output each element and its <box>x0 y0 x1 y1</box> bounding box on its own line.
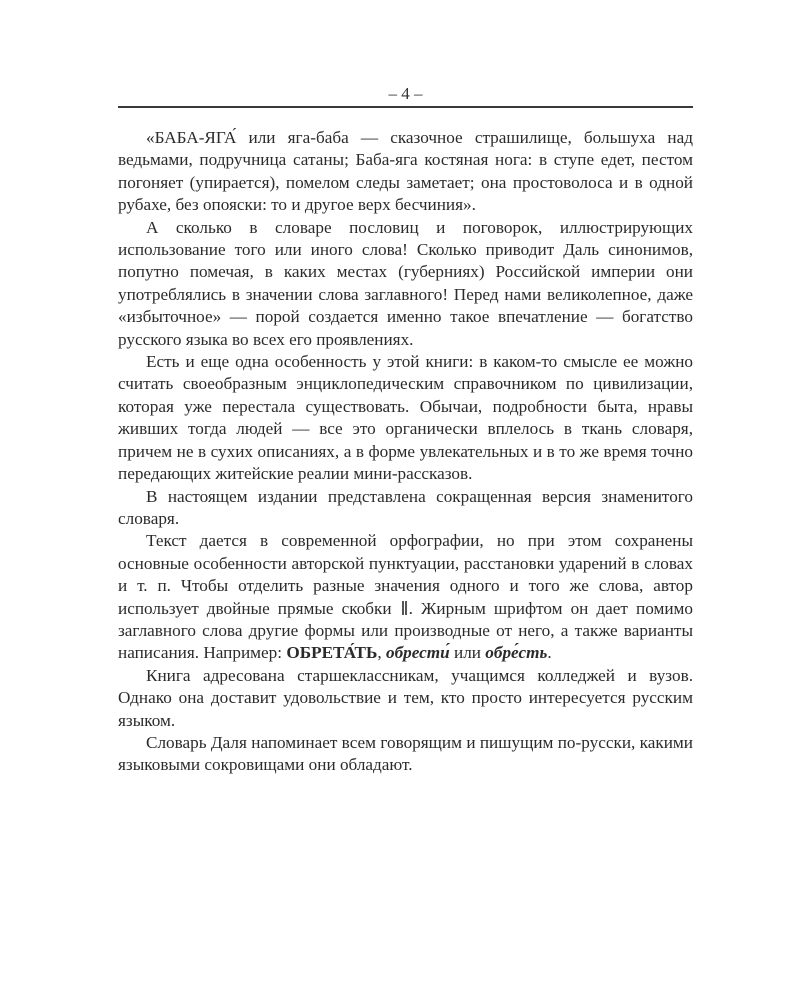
example-period: . <box>547 643 552 663</box>
paragraph-audience: Книга адресована старшеклассникам, учащимся колледжей и вузов. Однако она доставит удовольствие и тем, кто просто интересуется русским языком. <box>118 665 693 730</box>
paragraph-edition: В настоящем издании представлена сокращенная версия знаменитого словаря. <box>118 486 693 528</box>
paragraph-baba-yaga-quote: «БАБА-ЯГА́ или яга-баба — сказочное страшилище, большуха над ведьмами, подручница сатаны; Баба-яга костяная нога: в ступе едет, пестом погоняет (упирается), помелом следы заметает; она простоволоса и в одной рубахе, без опояски: то и другое верх бесчиния». <box>118 128 693 215</box>
example-form-1: обрести́ <box>385 643 450 663</box>
paragraph-proverbs: А сколько в словаре пословиц и поговорок, иллюстрирующих использование того или иного слова! Сколько приводит Даль синонимов, попутно помечая, в каких местах (губерниях) Российской империи они употреблялись в значении слова заглавного! Перед нами великолепное, даже «избыточное» — порой создается именно такое впечатление — богатство русского языка во всех его проявлениях. <box>118 217 693 349</box>
header-rule <box>118 106 693 108</box>
paragraph-closing: Словарь Даля напоминает всем говорящим и пишущим по-русски, какими языковыми сокровищами они обладают. <box>118 732 693 775</box>
orthography-text-2: . Жирным шрифтом он дает помимо заглавного слова другие формы или производные от него, а также варианты написания. Например: <box>118 598 694 663</box>
body-text <box>118 127 693 777</box>
page-number: – 4 – <box>388 84 423 103</box>
paragraph-encyclopedic: Есть и еще одна особенность у этой книги: в каком-то смысле ее можно считать своеобразным энциклопедическим справочником по цивилизации, которая уже перестала существовать. Обычаи, подробности быта, нравы живших тогда людей — все это органически вплелось в ткань словаря, причем не в сухих описаниях, а в форме увлекательных и в то же время точно передающих житейские реалии мини-рассказов. <box>118 352 693 484</box>
example-form-2: обре́сть <box>485 643 548 663</box>
example-comma: , <box>377 643 382 663</box>
paragraph-orthography <box>118 530 693 664</box>
example-headword: ОБРЕТА́ТЬ <box>286 643 378 663</box>
orthography-text-1: Текст дается в современной орфографии, но при этом сохранены основные особенности авторской пунктуации, расстановки ударений в словах и т. п. Чтобы отделить разные значения одного и того же слова, автор использует двойные прямые скобки <box>118 531 693 618</box>
double-bracket-icon <box>402 601 407 615</box>
example-or: или <box>454 643 481 663</box>
